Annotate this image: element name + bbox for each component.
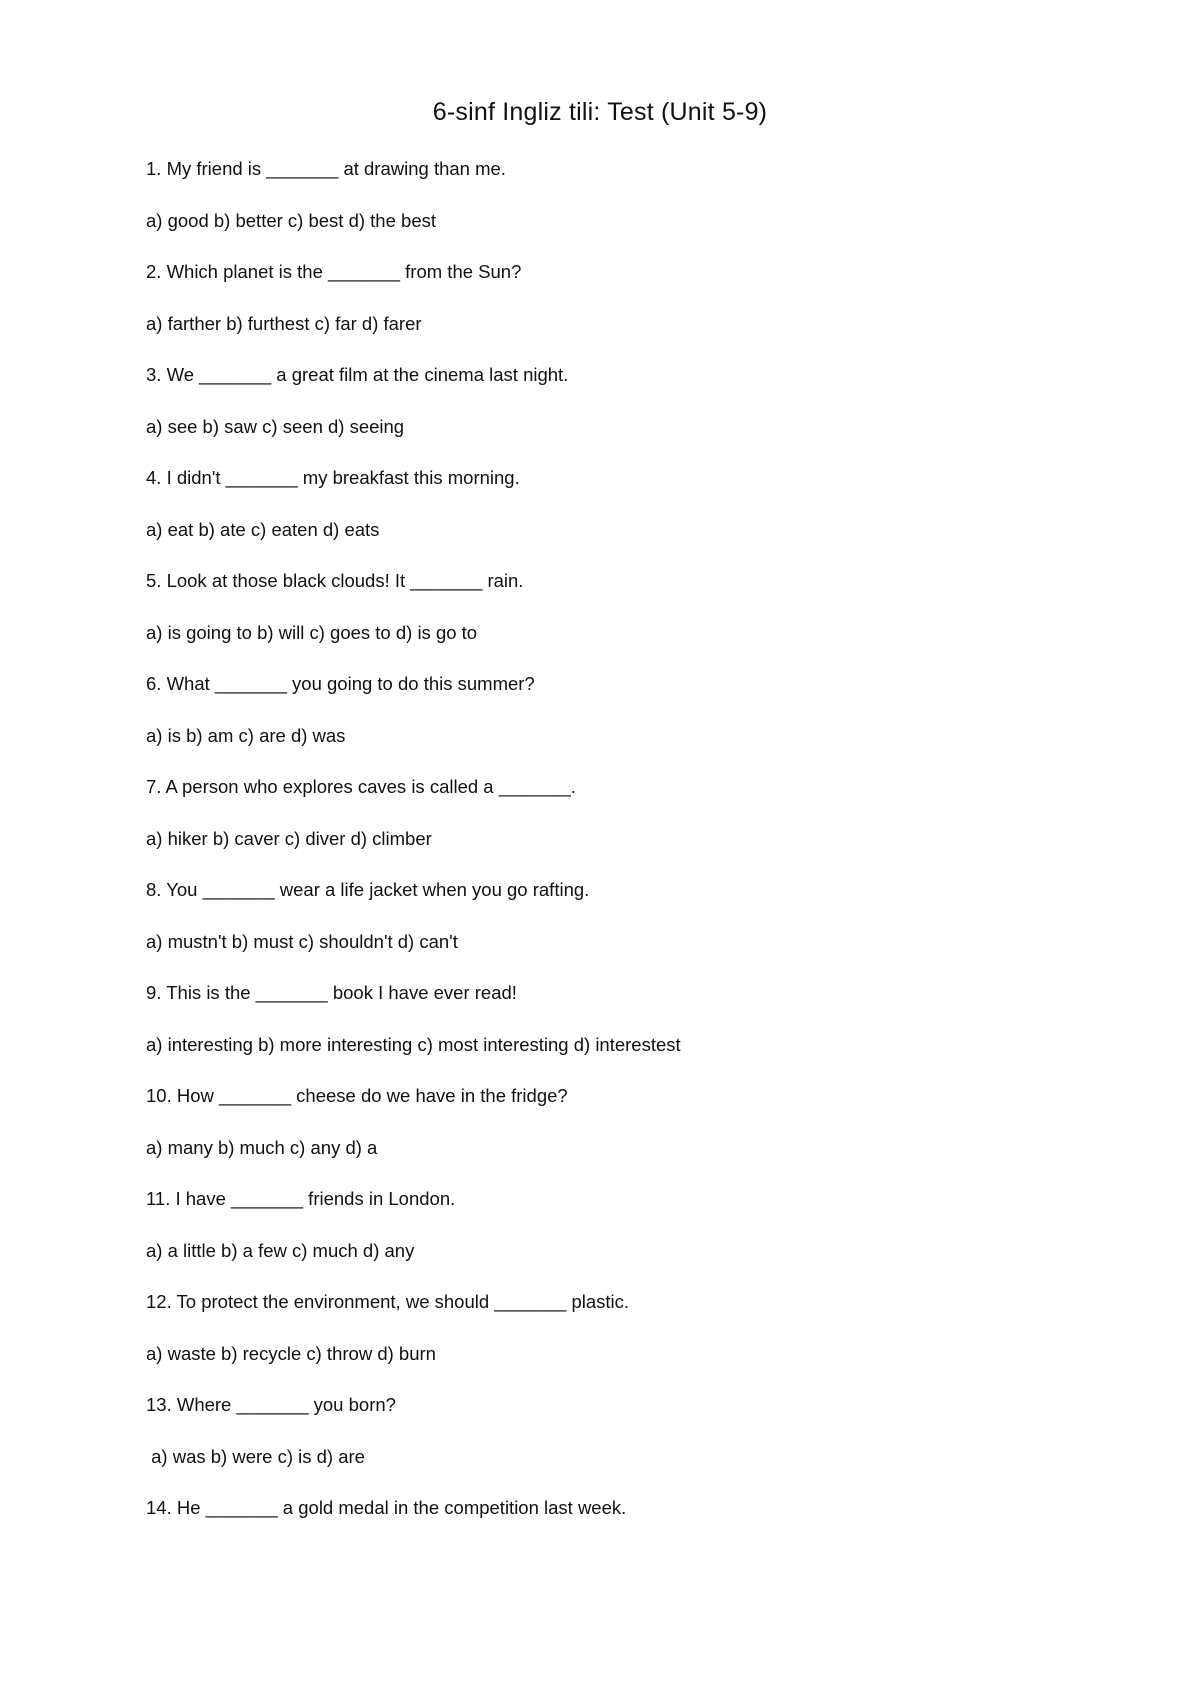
page-title: 6-sinf Ingliz tili: Test (Unit 5-9) <box>432 98 768 126</box>
question-2: 2. Which planet is the _______ from the Sun? <box>146 261 522 282</box>
options-13: a) was b) were c) is d) are <box>146 1445 365 1467</box>
options-10: a) many b) much c) any d) a <box>146 1136 378 1158</box>
question-1: 1. My friend is _______ at drawing than me. <box>146 158 506 179</box>
question-9: 9. This is the _______ book I have ever read! <box>146 982 517 1003</box>
options-6: a) is b) am c) are d) was <box>146 724 346 746</box>
options-3: a) see b) saw c) seen d) seeing <box>146 415 405 437</box>
question-6: 6. What _______ you going to do this summer? <box>146 673 535 694</box>
question-12: 12. To protect the environment, we should _______ plastic. <box>146 1291 630 1312</box>
options-5: a) is going to b) will c) goes to d) is go to <box>146 621 478 643</box>
options-1: a) good b) better c) best d) the best <box>146 209 436 231</box>
question-5: 5. Look at those black clouds! It _______ rain. <box>146 570 524 591</box>
options-4: a) eat b) ate c) eaten d) eats <box>146 518 380 540</box>
question-10: 10. How _______ cheese do we have in the fridge? <box>146 1085 568 1106</box>
options-12: a) waste b) recycle c) throw d) burn <box>146 1342 436 1364</box>
question-14: 14. He _______ a gold medal in the competition last week. <box>146 1497 627 1518</box>
question-7: 7. A person who explores caves is called a _______. <box>146 776 576 797</box>
question-4: 4. I didn't _______ my breakfast this morning. <box>146 467 520 488</box>
options-7: a) hiker b) caver c) diver d) climber <box>146 827 432 849</box>
question-8: 8. You _______ wear a life jacket when you go rafting. <box>146 879 590 900</box>
test-content <box>146 156 1046 1547</box>
options-11: a) a little b) a few c) much d) any <box>146 1239 415 1261</box>
options-8: a) mustn't b) must c) shouldn't d) can't <box>146 930 458 952</box>
question-11: 11. I have _______ friends in London. <box>146 1188 456 1209</box>
options-9: a) interesting b) more interesting c) most interesting d) interestest <box>146 1033 681 1055</box>
question-3: 3. We _______ a great film at the cinema last night. <box>146 364 569 385</box>
options-2: a) farther b) furthest c) far d) farer <box>146 312 422 334</box>
question-13: 13. Where _______ you born? <box>146 1394 396 1415</box>
